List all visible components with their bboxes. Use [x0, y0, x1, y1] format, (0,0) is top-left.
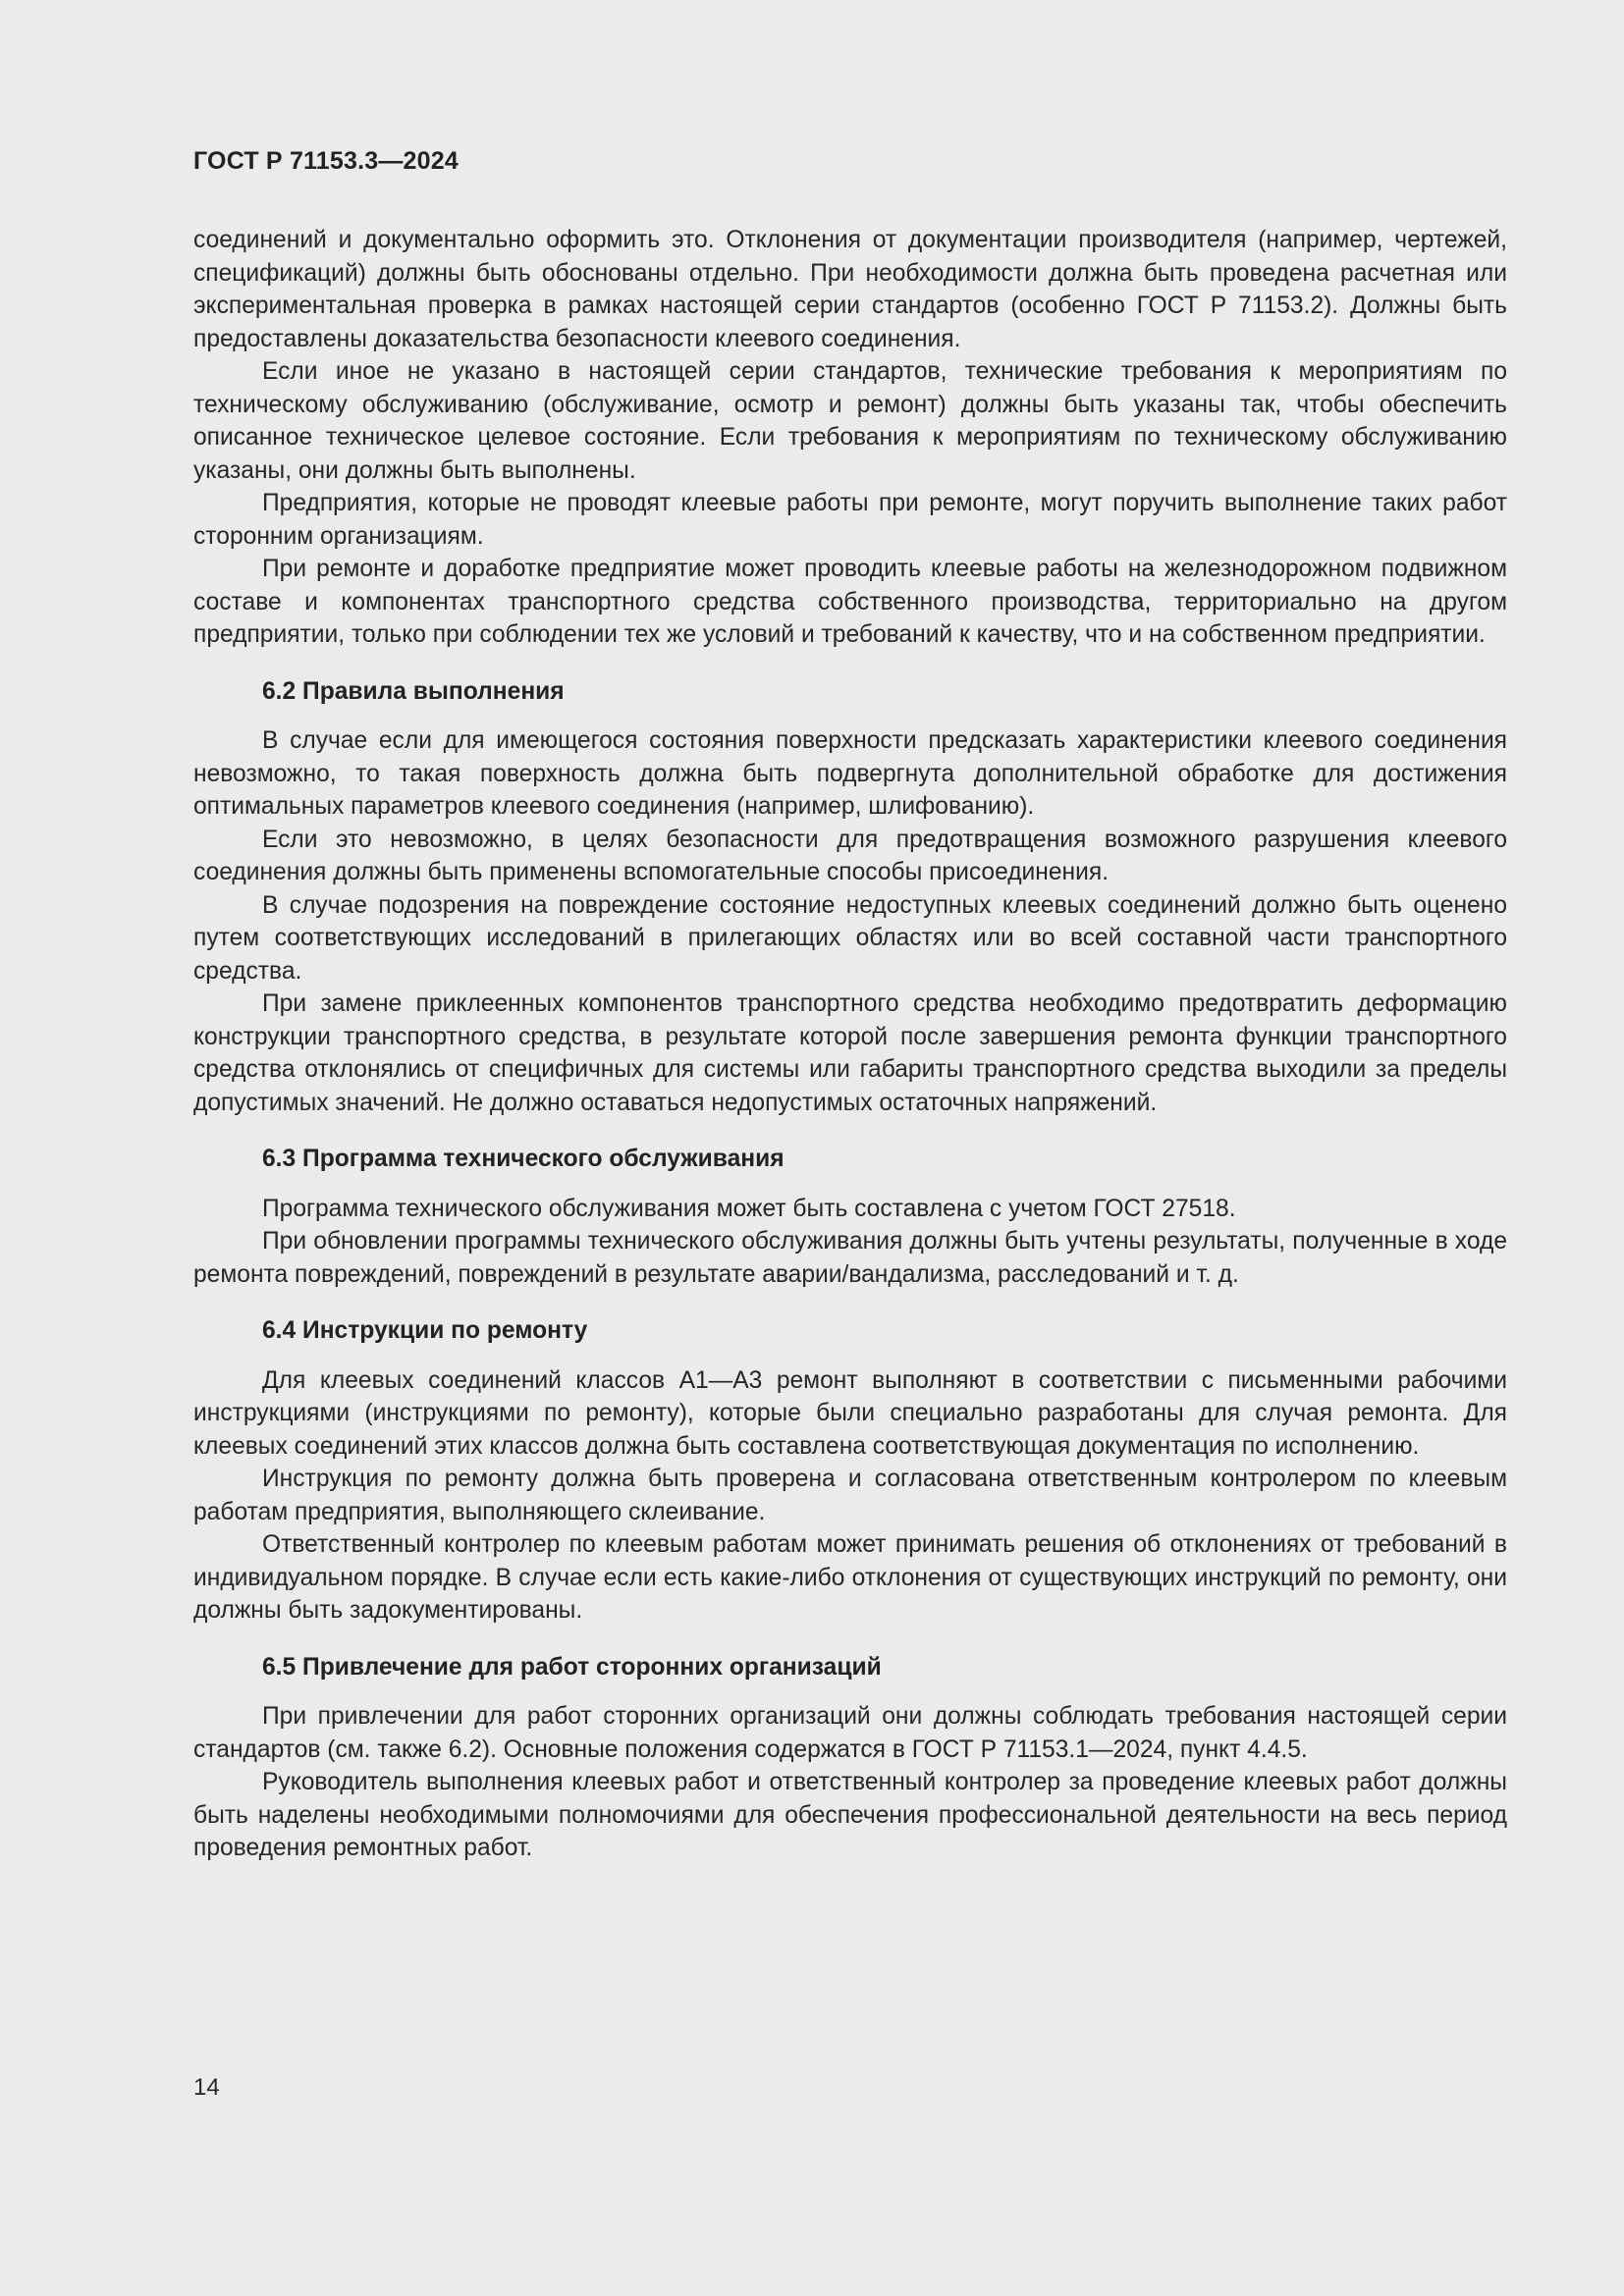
intro-paragraph-4: При ремонте и доработке предприятие может проводить клеевые работы на железнодорожном подвижном составе и компонентах транспортного средства собственного производства, территориально на другом предприятии, только при соблюдении тех же условий и требований к качеству, что и на собственном предприятии. — [193, 556, 1507, 648]
section-6-5-paragraph-1: При привлечении для работ сторонних организаций они должны соблюдать требования настоящей серии стандартов (см. также 6.2). Основные положения содержатся в ГОСТ Р 71153.1—2024, пункт 4.4.5. — [193, 1703, 1507, 1763]
section-6-4-paragraph-3: Ответственный контролер по клеевым работам может принимать решения об отклонениях от требований в индивидуальном порядке. В случае если есть какие-либо отклонения от существующих инструкций по ремонту, они должны быть задокументированы. — [193, 1531, 1507, 1624]
section-6-2-paragraph-1: В случае если для имеющегося состояния поверхности предсказать характеристики клеевого соединения невозможно, то такая поверхность должна быть подвергнута дополнительной обработке для достижения оптимальных параметров клеевого соединения (например, шлифованию). — [193, 727, 1507, 820]
section-6-3-paragraph-1: Программа технического обслуживания может быть составлена с учетом ГОСТ 27518. — [262, 1195, 1236, 1222]
section-6-3-paragraph-2: При обновлении программы технического обслуживания должны быть учтены результаты, полученные в ходе ремонта повреждений, повреждений в результате аварии/вандализма, расследований и т. д. — [193, 1228, 1507, 1288]
intro-paragraph-1: соединений и документально оформить это. Отклонения от документации производителя (например, чертежей, спецификаций) должны быть обоснованы отдельно. При необходимости должна быть проведена расчетная или экспериментальная проверка в рамках настоящей серии стандартов (особенно ГОСТ Р 71153.2). Должны быть предоставлены доказательства безопасности клеевого соединения. — [193, 227, 1507, 352]
section-heading-6-3: 6.3 Программа технического обслуживания — [262, 1146, 785, 1172]
page-number: 14 — [193, 2074, 220, 2101]
section-6-5-paragraph-2: Руководитель выполнения клеевых работ и ответственный контролер за проведение клеевых работ должны быть наделены необходимыми полномочиями для обеспечения профессиональной деятельности на весь период проведения ремонтных работ. — [193, 1769, 1507, 1861]
section-heading-6-2: 6.2 Правила выполнения — [262, 677, 565, 705]
section-heading-6-5: 6.5 Привлечение для работ сторонних организаций — [262, 1653, 882, 1681]
document-body — [193, 224, 1507, 1865]
document-page — [193, 0, 1507, 2296]
document-code-header: ГОСТ Р 71153.3—2024 — [193, 147, 459, 175]
intro-paragraph-2: Если иное не указано в настоящей серии стандартов, технические требования к мероприятиям по техническому обслуживанию (обслуживание, осмотр и ремонт) должны быть указаны так, чтобы обеспечить описанное техническое целевое состояние. Если требования к мероприятиям по техническому обслуживанию указаны, они должны быть выполнены. — [193, 358, 1507, 484]
section-6-2-paragraph-2: Если это невозможно, в целях безопасности для предотвращения возможного разрушения клеевого соединения должны быть применены вспомогательные способы присоединения. — [193, 826, 1507, 885]
section-6-4-paragraph-1: Для клеевых соединений классов А1—А3 ремонт выполняют в соответствии с письменными рабочими инструкциями (инструкциями по ремонту), которые были специально разработаны для случая ремонта. Для клеевых соединений этих классов должна быть составлена соответствующая документация по исполнению. — [193, 1366, 1507, 1460]
section-6-2-paragraph-3: В случае подозрения на повреждение состояние недоступных клеевых соединений должно быть оценено путем соответствующих исследований в прилегающих областях или во всей составной части транспортного средства. — [193, 891, 1507, 985]
intro-paragraph-3: Предприятия, которые не проводят клеевые работы при ремонте, могут поручить выполнение таких работ сторонним организациям. — [193, 490, 1507, 550]
section-heading-6-4: 6.4 Инструкции по ремонту — [262, 1317, 588, 1344]
section-6-4-paragraph-2: Инструкция по ремонту должна быть проверена и согласована ответственным контролером по клеевым работам предприятия, выполняющего склеивание. — [193, 1466, 1507, 1525]
section-6-2-paragraph-4: При замене приклеенных компонентов транспортного средства необходимо предотвратить деформацию конструкции транспортного средства, в результате которой после завершения ремонта функции транспортного средства отклонялись от специфичных для системы или габариты транспортного средства выходили за пределы допустимых значений. Не должно оставаться недопустимых остаточных напряжений. — [193, 990, 1507, 1116]
